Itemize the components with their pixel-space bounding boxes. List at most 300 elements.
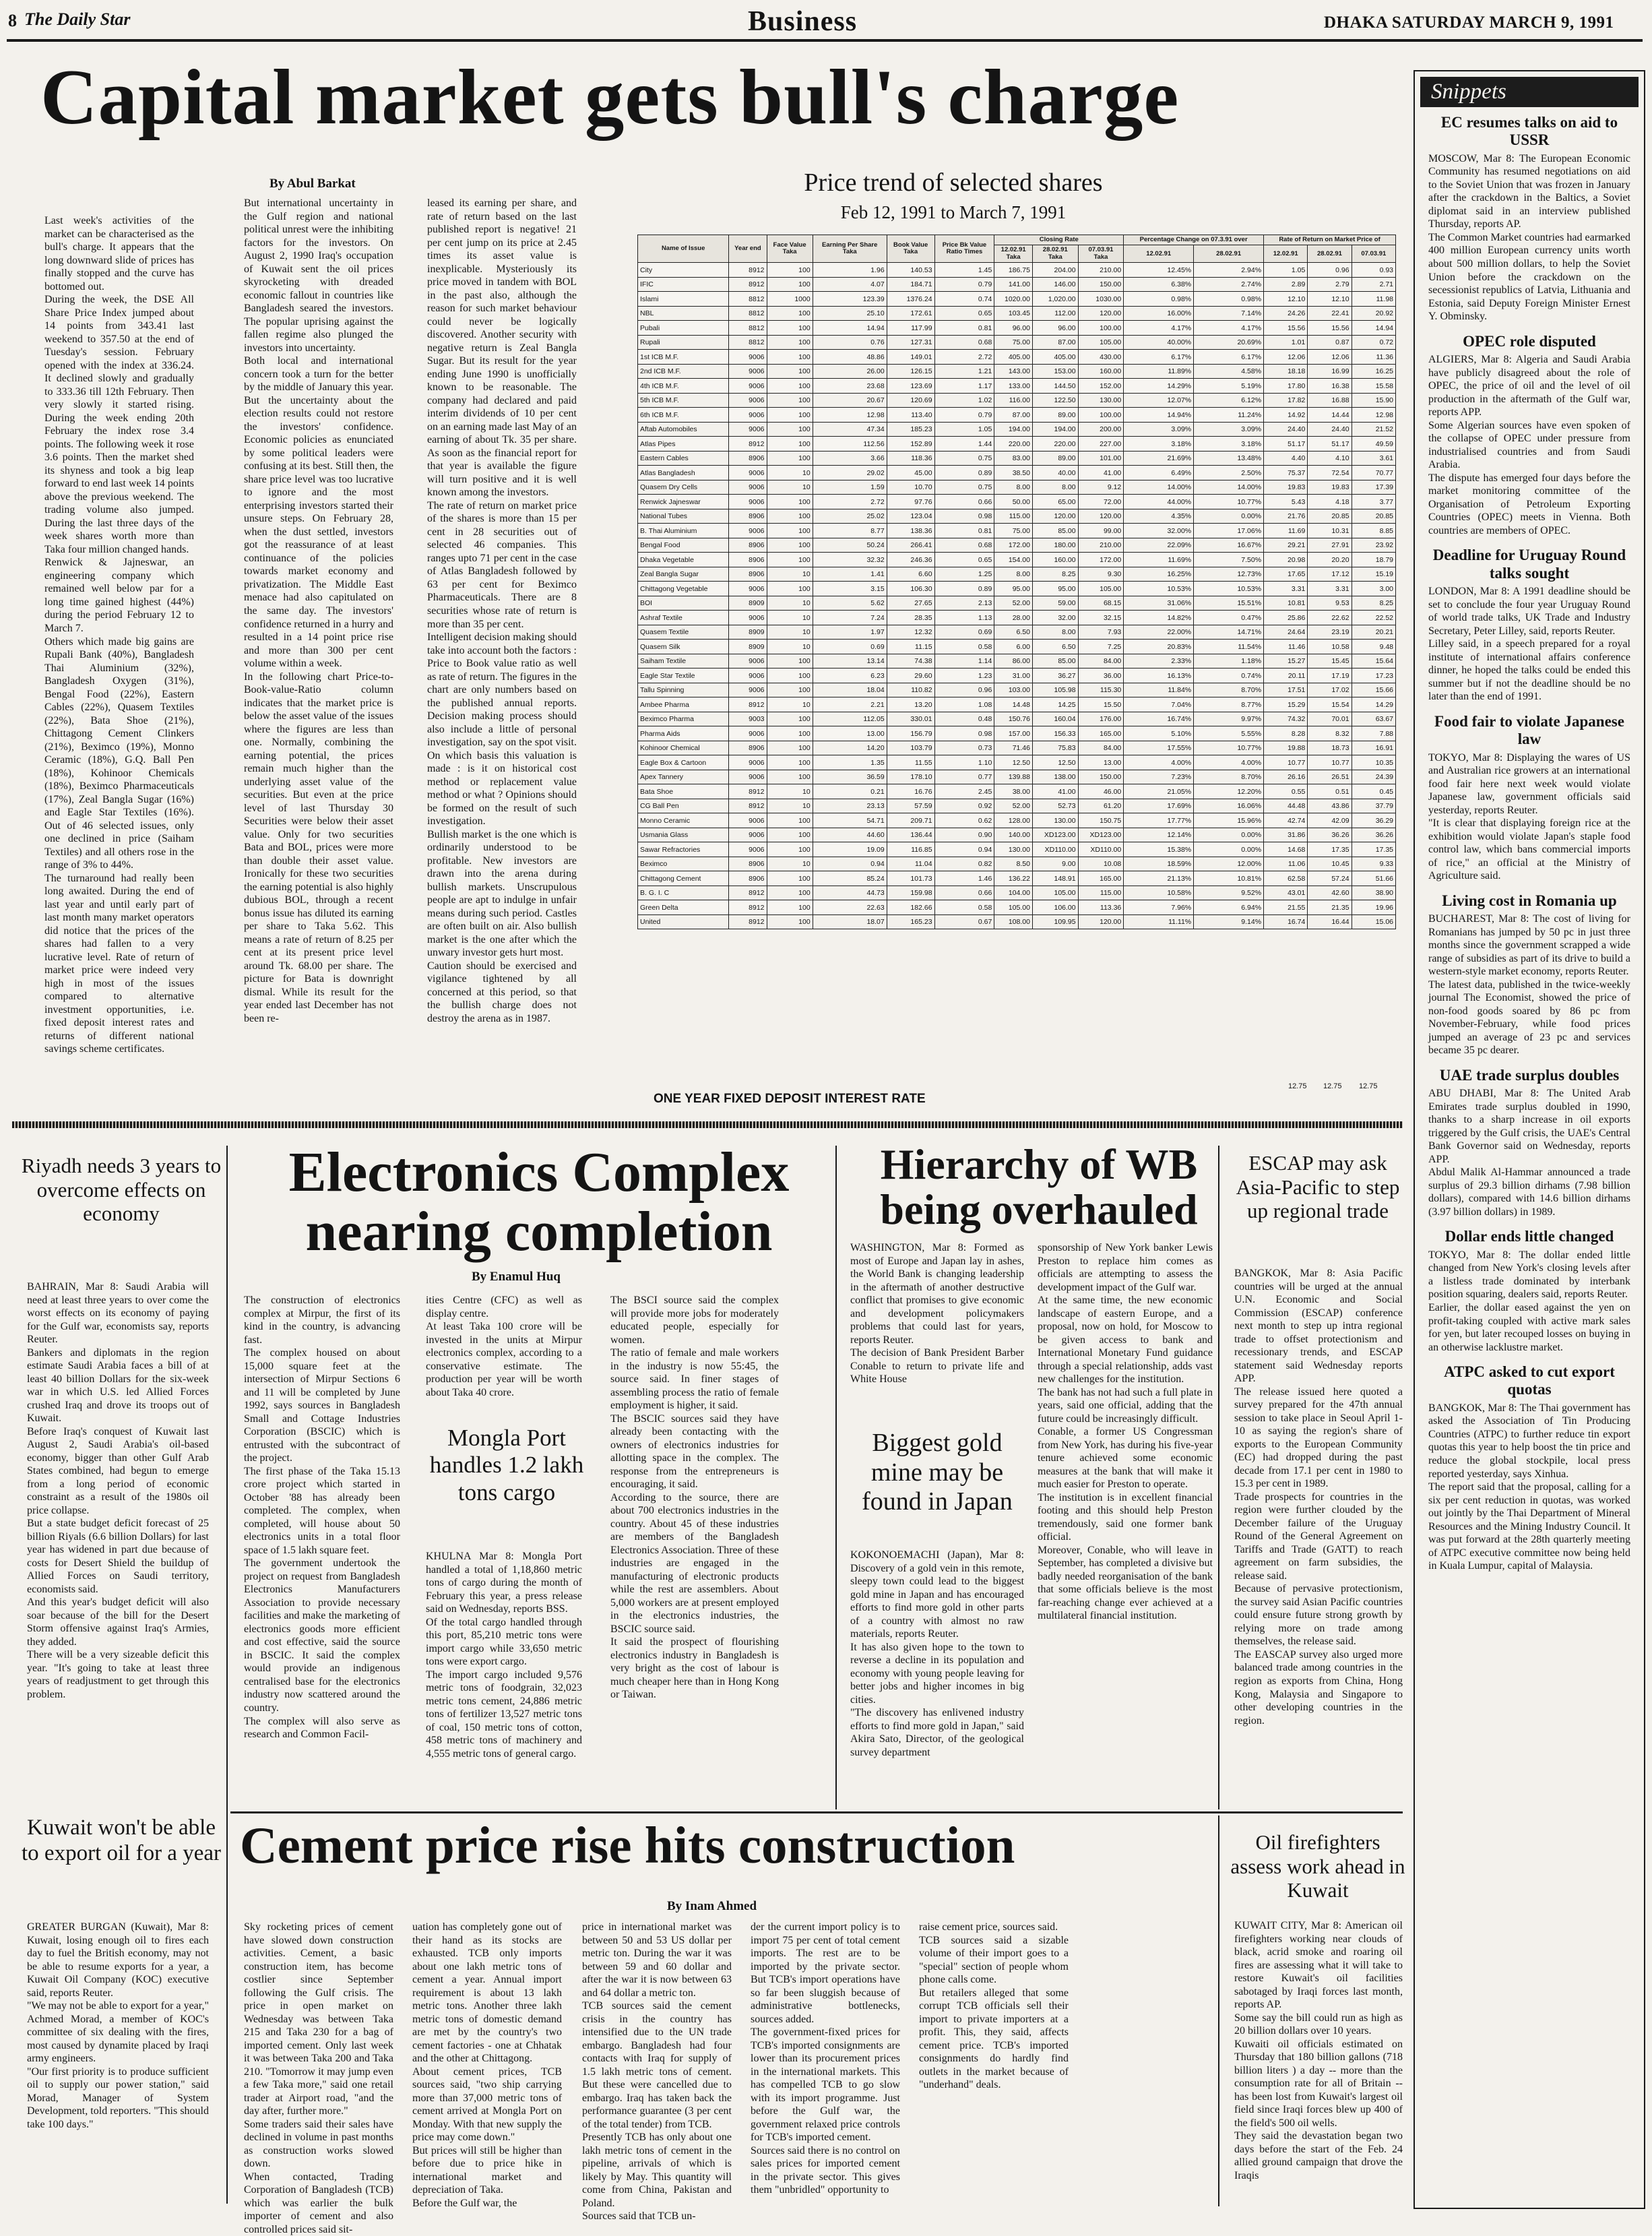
- share-value-cell: 37.79: [1352, 799, 1395, 813]
- share-value-cell: 4.17%: [1124, 321, 1194, 336]
- share-value-cell: 246.36: [887, 553, 934, 567]
- share-row: [638, 886, 1396, 900]
- share-value-cell: 0.76: [813, 335, 887, 350]
- paper-name: The Daily Star: [24, 9, 131, 29]
- share-row: [638, 582, 1396, 596]
- share-value-cell: 9006: [729, 683, 767, 697]
- share-value-cell: 28.35: [887, 611, 934, 625]
- share-name-cell: Apex Tannery: [638, 770, 729, 784]
- share-name-cell: 1st ICB M.F.: [638, 350, 729, 365]
- share-value-cell: 100: [767, 451, 813, 466]
- share-value-cell: 70.01: [1308, 712, 1352, 726]
- share-row: [638, 900, 1396, 915]
- snippet-item: [1428, 1228, 1630, 1354]
- share-value-cell: 6.17%: [1124, 350, 1194, 365]
- share-value-cell: 15.56: [1264, 321, 1308, 336]
- share-value-cell: 156.79: [887, 726, 934, 741]
- snippet-item: [1428, 713, 1630, 883]
- share-value-cell: 65.00: [1032, 495, 1078, 509]
- share-value-cell: 9006: [729, 408, 767, 423]
- share-value-cell: 74.38: [887, 654, 934, 669]
- share-value-cell: 10.53%: [1124, 582, 1194, 596]
- share-row: [638, 350, 1396, 365]
- share-name-cell: Sawar Refractories: [638, 842, 729, 857]
- share-value-cell: 11.24%: [1194, 408, 1264, 423]
- cement-col1: Sky rocketing prices of cement have slowed down construction activities. Cement, a basic construction item, has become costlier since September following the Gulf crisis. The price in open market on Wednesday was between Taka 215 and Taka 230 for a bag of imported cement. Only last week it was between Taka 200 and Taka 210. "Tomorrow it may jump even a few Taka more," said one retail trader at Airport road, "and the day after, further more." Some traders said their sales have declined in volume in past months as construction works slowed down. When contacted, Trading Corporation of Bangladesh (TCB) which was earlier the bulk importer of cement and also controlled prices said sit-: [244, 1921, 393, 2235]
- share-value-cell: 10.58%: [1124, 886, 1194, 900]
- electronics-col2: ities Centre (CFC) as well as display centre. At least Taka 100 crore will be invested in the units at Mirpur electronics complex, according to a conservative estimate. The production per year will be worth about Taka 40 crore.: [426, 1295, 582, 1398]
- share-value-cell: 11.89%: [1124, 364, 1194, 379]
- share-value-cell: 51.66: [1352, 871, 1395, 886]
- share-value-cell: 8812: [729, 321, 767, 336]
- share-value-cell: 8909: [729, 596, 767, 611]
- share-value-cell: 15.19: [1352, 567, 1395, 582]
- col-name-header: Name of Issue: [638, 235, 729, 263]
- share-value-cell: 8.00: [1032, 480, 1078, 495]
- share-row: [638, 596, 1396, 611]
- share-value-cell: 130.00: [1078, 393, 1124, 408]
- share-row: [638, 799, 1396, 813]
- share-value-cell: 17.23: [1352, 669, 1395, 683]
- share-row: [638, 669, 1396, 683]
- share-value-cell: 1.44: [934, 437, 994, 452]
- share-value-cell: 6.50: [994, 625, 1033, 640]
- share-value-cell: 20.11: [1264, 669, 1308, 683]
- share-value-cell: 28.00: [994, 611, 1033, 625]
- share-value-cell: 7.24: [813, 611, 887, 625]
- share-value-cell: 1.01: [1264, 335, 1308, 350]
- share-value-cell: 2.71: [1352, 277, 1395, 292]
- share-value-cell: 9.12: [1078, 480, 1124, 495]
- share-value-cell: 160.00: [1032, 553, 1078, 567]
- share-value-cell: 100: [767, 712, 813, 726]
- share-value-cell: 0.65: [934, 553, 994, 567]
- share-name-cell: Monno Ceramic: [638, 813, 729, 828]
- share-value-cell: 0.93: [1352, 263, 1395, 278]
- snippet-title: ATPC asked to cut export quotas: [1444, 1363, 1615, 1398]
- share-value-cell: 8906: [729, 451, 767, 466]
- share-value-cell: 75.00: [994, 335, 1033, 350]
- share-row: [638, 379, 1396, 394]
- share-value-cell: 0.79: [934, 277, 994, 292]
- chart-subtitle: Feb 12, 1991 to March 7, 1991: [840, 202, 1067, 222]
- share-value-cell: 15.50: [1078, 697, 1124, 712]
- share-value-cell: 136.22: [994, 871, 1033, 886]
- share-value-cell: 36.26: [1308, 828, 1352, 842]
- share-value-cell: 85.24: [813, 871, 887, 886]
- share-value-cell: 165.00: [1078, 726, 1124, 741]
- share-value-cell: 0.62: [934, 813, 994, 828]
- share-value-cell: 172.00: [1078, 553, 1124, 567]
- share-value-cell: 27.65: [887, 596, 934, 611]
- share-value-cell: 13.00: [813, 726, 887, 741]
- share-value-cell: 10: [767, 466, 813, 480]
- share-value-cell: 4.07: [813, 277, 887, 292]
- share-value-cell: 15.64: [1352, 654, 1395, 669]
- share-row: [638, 364, 1396, 379]
- share-value-cell: 44.00%: [1124, 495, 1194, 509]
- share-value-cell: 154.00: [994, 553, 1033, 567]
- share-value-cell: 100: [767, 538, 813, 553]
- share-value-cell: 24.40: [1308, 422, 1352, 437]
- share-value-cell: 0.92: [934, 799, 994, 813]
- share-row: [638, 640, 1396, 654]
- share-value-cell: 21.52: [1352, 422, 1395, 437]
- share-value-cell: 8.00: [994, 567, 1033, 582]
- share-value-cell: 100: [767, 509, 813, 524]
- share-value-cell: 3.31: [1308, 582, 1352, 596]
- share-value-cell: 100: [767, 900, 813, 915]
- share-value-cell: 23.68: [813, 379, 887, 394]
- share-value-cell: 0.69: [813, 640, 887, 654]
- share-row: [638, 625, 1396, 640]
- share-value-cell: 1.25: [934, 567, 994, 582]
- share-row: [638, 480, 1396, 495]
- share-value-cell: 103.79: [887, 741, 934, 755]
- share-value-cell: 17.80: [1264, 379, 1308, 394]
- share-value-cell: 266.41: [887, 538, 934, 553]
- share-name-cell: Atlas Pipes: [638, 437, 729, 452]
- share-value-cell: 123.04: [887, 509, 934, 524]
- share-value-cell: 8.00: [994, 480, 1033, 495]
- share-value-cell: 8912: [729, 886, 767, 900]
- share-value-cell: 9.30: [1078, 567, 1124, 582]
- share-value-cell: 0.98%: [1124, 292, 1194, 307]
- share-value-cell: 6.50: [1032, 640, 1078, 654]
- share-value-cell: 1020.00: [994, 292, 1033, 307]
- share-value-cell: 20.85: [1308, 509, 1352, 524]
- masthead-rule: [7, 39, 1643, 42]
- share-value-cell: 38.90: [1352, 886, 1395, 900]
- share-value-cell: 8912: [729, 799, 767, 813]
- share-value-cell: 36.00: [1078, 669, 1124, 683]
- share-value-cell: 4.00%: [1194, 755, 1264, 770]
- share-value-cell: 8906: [729, 538, 767, 553]
- share-value-cell: 14.48: [994, 697, 1033, 712]
- share-value-cell: 0.94: [813, 857, 887, 871]
- share-value-cell: 0.66: [934, 495, 994, 509]
- share-name-cell: Eagle Box & Cartoon: [638, 755, 729, 770]
- snippet-title: EC resumes talks on aid to USSR: [1440, 114, 1618, 149]
- share-row: [638, 393, 1396, 408]
- share-value-cell: 17.55%: [1124, 741, 1194, 755]
- col-r3-header: 07.03.91: [1352, 245, 1395, 263]
- share-value-cell: 7.14%: [1194, 306, 1264, 321]
- share-value-cell: 32.32: [813, 553, 887, 567]
- share-value-cell: 10: [767, 480, 813, 495]
- share-value-cell: 0.74: [934, 292, 994, 307]
- share-value-cell: 2.72: [813, 495, 887, 509]
- cement-col2: uation has completely gone out of their hand as its stocks are exhausted. TCB only imports about one lakh metric tons of cement a year. Annual import requirement is about 13 lakh metric tons. Another three lakh metric tons of domestic demand are met by the country's two cement factories - one at Chhatak and the other at Chittagong. About cement prices, TCB sources said, "two ship carrying more than 37,000 metric tons of cement arrived at Mongla Port on Monday. With that new supply the price may come down." But prices will still be higher than before due to price hike in international market and depreciation of Taka. Before the Gulf war, the: [412, 1921, 562, 2209]
- share-value-cell: 123.69: [887, 379, 934, 394]
- share-table-body: [638, 263, 1396, 929]
- share-value-cell: 4.00%: [1124, 755, 1194, 770]
- share-value-cell: 100: [767, 379, 813, 394]
- share-value-cell: 10: [767, 784, 813, 799]
- share-value-cell: 8.77%: [1194, 697, 1264, 712]
- share-value-cell: 83.00: [994, 451, 1033, 466]
- share-value-cell: 10.58: [1308, 640, 1352, 654]
- share-row: [638, 321, 1396, 336]
- share-value-cell: 128.00: [994, 813, 1033, 828]
- share-value-cell: 6.60: [887, 567, 934, 582]
- share-name-cell: Ashraf Textile: [638, 611, 729, 625]
- share-value-cell: 130.00: [994, 842, 1033, 857]
- share-value-cell: 130.00: [1032, 813, 1078, 828]
- share-value-cell: 48.86: [813, 350, 887, 365]
- share-value-cell: 104.00: [994, 886, 1033, 900]
- share-name-cell: Zeal Bangla Sugar: [638, 567, 729, 582]
- lower-block-rule: [230, 1811, 1403, 1813]
- share-value-cell: 1376.24: [887, 292, 934, 307]
- share-value-cell: 156.33: [1032, 726, 1078, 741]
- share-value-cell: 8.77: [813, 524, 887, 538]
- share-value-cell: 1.96: [813, 263, 887, 278]
- share-value-cell: 12.45%: [1124, 263, 1194, 278]
- share-value-cell: 25.02: [813, 509, 887, 524]
- oilfire-body: KUWAIT CITY, Mar 8: American oil firefighters working near clouds of black, acrid smoke and roaring oil fires are assessing what it will take to restore Kuwait's oil facilities sabotaged by Iraqi forces last month, reports AP. Some say the bill could run as high as 20 billion dollars over 10 years. Kuwaiti oil officials estimated on Thursday that 180 billion gallons (718 billion liters ) a day -- more than the consumption rate for all of Britain -- has been lost from Kuwait's largest oil field since Iraqi forces blew up 400 of the field's 500 oil wells. They said the devastation began two days before the start of the Feb. 24 allied ground campaign that drove the Iraqis: [1234, 1920, 1403, 2181]
- share-value-cell: 1.17: [934, 379, 994, 394]
- share-value-cell: 17.69%: [1124, 799, 1194, 813]
- share-value-cell: 146.00: [1032, 277, 1078, 292]
- dateline: DHAKA SATURDAY MARCH 9, 1991: [1324, 13, 1614, 32]
- share-value-cell: 17.35: [1308, 842, 1352, 857]
- share-value-cell: 12.00%: [1194, 857, 1264, 871]
- share-value-cell: 120.00: [1078, 306, 1124, 321]
- share-name-cell: Eagle Star Textile: [638, 669, 729, 683]
- share-value-cell: 1.05: [934, 422, 994, 437]
- share-value-cell: 10.08: [1078, 857, 1124, 871]
- col-ror-header: Rate of Return on Market Price of: [1264, 235, 1396, 245]
- share-value-cell: 26.00: [813, 364, 887, 379]
- share-value-cell: 42.60: [1308, 886, 1352, 900]
- share-value-cell: 18.04: [813, 683, 887, 697]
- share-row: [638, 567, 1396, 582]
- share-value-cell: 51.17: [1264, 437, 1308, 452]
- share-value-cell: 8912: [729, 784, 767, 799]
- share-value-cell: 3.00: [1352, 582, 1395, 596]
- share-value-cell: 26.16: [1264, 770, 1308, 784]
- share-value-cell: 10: [767, 697, 813, 712]
- share-value-cell: 8.25: [1032, 567, 1078, 582]
- share-value-cell: 14.92: [1264, 408, 1308, 423]
- share-value-cell: 165.23: [887, 914, 934, 929]
- col-eps-header: Earning Per Share Taka: [813, 235, 887, 263]
- share-value-cell: 11.69%: [1124, 553, 1194, 567]
- share-value-cell: 10: [767, 625, 813, 640]
- share-value-cell: 12.32: [887, 625, 934, 640]
- share-value-cell: 1.97: [813, 625, 887, 640]
- share-value-cell: 40.00%: [1124, 335, 1194, 350]
- share-name-cell: NBL: [638, 306, 729, 321]
- share-value-cell: 103.00: [994, 683, 1033, 697]
- share-value-cell: 220.00: [994, 437, 1033, 452]
- share-value-cell: 180.00: [1032, 538, 1078, 553]
- col-pct-header: Percentage Change on 07.3.91 over: [1124, 235, 1264, 245]
- share-value-cell: 0.21: [813, 784, 887, 799]
- snippet-body: TOKYO, Mar 8: The dollar ended little changed from New York's closing levels after a listless trade dominated by interbank position squaring, dealers said, reports Reuter. Earlier, the dollar eased against the yen on profit-taking coupled with active mark sales for yen, but later recouped losses on buying in an otherwise lacklustre market.: [1428, 1249, 1630, 1353]
- share-value-cell: 115.00: [994, 509, 1033, 524]
- share-value-cell: 32.15: [1078, 611, 1124, 625]
- share-value-cell: 22.52: [1352, 611, 1395, 625]
- share-value-cell: 18.59%: [1124, 857, 1194, 871]
- share-value-cell: 63.67: [1352, 712, 1395, 726]
- share-value-cell: 29.60: [887, 669, 934, 683]
- share-value-cell: 10: [767, 596, 813, 611]
- main-story-col3: leased its earning per share, and rate of return based on the last published report is negative! 21 per cent jump on its price at 2.45 times its asset value is inexplicable. Mysteriously its price moved in tandem with BOL in the past also, although the reason for such market behaviour could never be logically discovered. Another security with negative return is Zeal Bangla Sugar. But its result for the year ending June 1990 is unofficially known to be reasonable. The company had declared and paid interim dividends of 10 per cent on an earning made last May of an earning of about Tk. 35 per share. As soon as the financial report for that year is available the figure will turn positive and it is well known among the investors. The rate of return on market price of the shares is more than 15 per cent in 28 securities out of selected 46 companies. This ranges upto 71 per cent in the case of Atlas Bangladesh followed by 63 per cent for Beximco Pharmaceuticals. There are 8 securities whose rate of return is more than 35 per cent. Intelligent decision making should take into account both the factors : Price to Book value ratio as well as rate of return. The figures in the chart are only numbers based on the published annual reports. Decision making process should also include a little of personal investigation, say on the spot visit. On which basis this valuation is made : is it on historical cost method or replacement value method or what ? Opinions should be formed on the result of such investigation. Bullish market is the one which is ordinarily understood to be profitable. New investors are drawn into the arena during bullish markets. Unscrupulous people are apt to indulge in unfair means during such period. Castles are often built on air. Also bullish market is the one after which the unwary investor gets hurt most. Caution should be exercised and vigilance tightened by all concerned at this period, so that the bullish charge does not destroy the arena as in 1987.: [427, 197, 577, 1024]
- chart-title: Price trend of selected shares: [804, 168, 1103, 197]
- share-value-cell: 41.00: [1078, 466, 1124, 480]
- share-value-cell: 12.20%: [1194, 784, 1264, 799]
- share-name-cell: CG Ball Pen: [638, 799, 729, 813]
- share-name-cell: Quasem Silk: [638, 640, 729, 654]
- share-value-cell: 105.98: [1032, 683, 1078, 697]
- share-value-cell: 9006: [729, 379, 767, 394]
- share-value-cell: 110.82: [887, 683, 934, 697]
- share-value-cell: 44.73: [813, 886, 887, 900]
- share-value-cell: 100: [767, 755, 813, 770]
- share-value-cell: 95.00: [1032, 582, 1078, 596]
- share-value-cell: 194.00: [994, 422, 1033, 437]
- share-value-cell: 3.61: [1352, 451, 1395, 466]
- share-value-cell: 0.48: [934, 712, 994, 726]
- share-name-cell: Dhaka Vegetable: [638, 553, 729, 567]
- share-value-cell: 1.08: [934, 697, 994, 712]
- share-value-cell: 4.58%: [1194, 364, 1264, 379]
- share-value-cell: 16.38: [1308, 379, 1352, 394]
- share-table: [637, 235, 1396, 929]
- share-value-cell: 8912: [729, 437, 767, 452]
- share-name-cell: Tallu Spinning: [638, 683, 729, 697]
- share-value-cell: 68.15: [1078, 596, 1124, 611]
- share-value-cell: 59.00: [1032, 596, 1078, 611]
- share-value-cell: 112.00: [1032, 306, 1078, 321]
- snippet-item: [1428, 547, 1630, 704]
- mongla-headline: Mongla Port handles 1.2 lakh tons cargo: [429, 1425, 584, 1505]
- share-value-cell: 36.26: [1352, 828, 1395, 842]
- share-name-cell: 6th ICB M.F.: [638, 408, 729, 423]
- share-value-cell: 52.00: [994, 799, 1033, 813]
- share-value-cell: 0.00%: [1194, 509, 1264, 524]
- share-value-cell: 105.00: [1032, 886, 1078, 900]
- share-value-cell: 16.76: [887, 784, 934, 799]
- share-value-cell: 0.81: [934, 321, 994, 336]
- share-value-cell: 172.00: [994, 538, 1033, 553]
- share-value-cell: 84.00: [1078, 654, 1124, 669]
- share-value-cell: 160.04: [1032, 712, 1078, 726]
- share-value-cell: 8.50: [994, 857, 1033, 871]
- share-value-cell: 100: [767, 321, 813, 336]
- share-value-cell: 74.32: [1264, 712, 1308, 726]
- share-name-cell: Quasem Dry Cells: [638, 480, 729, 495]
- share-row: [638, 263, 1396, 278]
- wb-col1: WASHINGTON, Mar 8: Formed as most of Europe and Japan lay in ashes, the World Bank is changing leadership in the aftermath of another destructive conflict that promises to give economic and development policymakers problems that could last for years, reports Reuter. The decision of Bank President Barber Conable to return to private life and White House: [850, 1242, 1024, 1386]
- share-value-cell: 10.77: [1264, 755, 1308, 770]
- fd-rate-label: ONE YEAR FIXED DEPOSIT INTEREST RATE: [654, 1092, 926, 1106]
- share-value-cell: 113.40: [887, 408, 934, 423]
- share-row: [638, 914, 1396, 929]
- share-value-cell: 8812: [729, 292, 767, 307]
- share-value-cell: 12.73%: [1194, 567, 1264, 582]
- col-book-header: Book Value Taka: [887, 235, 934, 263]
- share-value-cell: 72.00: [1078, 495, 1124, 509]
- share-value-cell: 227.00: [1078, 437, 1124, 452]
- share-value-cell: 120.00: [1078, 914, 1124, 929]
- share-value-cell: 0.96: [934, 683, 994, 697]
- share-name-cell: Chittagong Cement: [638, 871, 729, 886]
- share-value-cell: 138.00: [1032, 770, 1078, 784]
- share-value-cell: 21.35: [1308, 900, 1352, 915]
- share-value-cell: 8.70%: [1194, 770, 1264, 784]
- share-value-cell: 42.74: [1264, 813, 1308, 828]
- share-row: [638, 524, 1396, 538]
- share-value-cell: 15.66: [1352, 683, 1395, 697]
- share-row: [638, 726, 1396, 741]
- share-value-cell: 99.00: [1078, 524, 1124, 538]
- top-block-rule: [12, 1121, 1403, 1128]
- share-value-cell: 13.00: [1078, 755, 1124, 770]
- share-value-cell: 43.86: [1308, 799, 1352, 813]
- kuwait-body: GREATER BURGAN (Kuwait), Mar 8: Kuwait, losing enough oil to fires each day to fuel the British economy, may not be able to resume exports for a year, a Kuwait Oil Company (KOC) executive said, reports Reuter. "We may not be able to export for a year," Achmed Morad, a member of KOC's committee of six dealing with the fires, most caused by dynamite placed by Iraqi army engineers. "Our first priority is to produce sufficient oil to supply our power station," said Morad, Manager of System Development, told reporters. "This should take 100 days.": [27, 1921, 209, 2130]
- share-value-cell: 0.98: [934, 509, 994, 524]
- share-value-cell: 24.64: [1264, 625, 1308, 640]
- share-value-cell: 172.61: [887, 306, 934, 321]
- share-value-cell: 123.39: [813, 292, 887, 307]
- share-value-cell: 17.82: [1264, 393, 1308, 408]
- share-value-cell: 57.59: [887, 799, 934, 813]
- share-value-cell: 10: [767, 857, 813, 871]
- share-value-cell: 149.01: [887, 350, 934, 365]
- share-name-cell: United: [638, 914, 729, 929]
- share-row: [638, 813, 1396, 828]
- share-value-cell: 9006: [729, 828, 767, 842]
- share-value-cell: 9006: [729, 350, 767, 365]
- share-value-cell: 100: [767, 582, 813, 596]
- share-value-cell: 89.00: [1032, 451, 1078, 466]
- share-value-cell: 100: [767, 741, 813, 755]
- snippet-item: [1428, 1363, 1630, 1573]
- cement-col4: der the current import policy is to import 75 per cent of total cement imports. The rest are to be imported by the private sector. But TCB's import operations have so far been sluggish because of administrative bottlenecks, sources added. The government-fixed prices for TCB's imported consignments are lower than its procurement prices in the international markets. This has compelled TCB to go slow with its import programme. Just before the Gulf war, the government relaxed price controls for TCB's imported cement. Sources said there is no control on sales prices for imported cement in the private sector. This gives them "unbridled" opportunity to: [751, 1921, 900, 2196]
- riyadh-divider: [226, 1146, 228, 2204]
- share-value-cell: 109.95: [1032, 914, 1078, 929]
- share-value-cell: 8912: [729, 900, 767, 915]
- share-value-cell: 9006: [729, 466, 767, 480]
- share-value-cell: 106.30: [887, 582, 934, 596]
- electronics-headline: Electronics Complex nearing completion: [288, 1141, 790, 1264]
- share-value-cell: 100: [767, 495, 813, 509]
- share-value-cell: 120.69: [887, 393, 934, 408]
- snippets-box: [1413, 70, 1645, 2209]
- snippet-title: OPEC role disputed: [1463, 332, 1596, 350]
- share-value-cell: 13.14: [813, 654, 887, 669]
- share-value-cell: 2.79: [1308, 277, 1352, 292]
- share-value-cell: XD110.00: [1078, 842, 1124, 857]
- share-value-cell: 23.92: [1352, 538, 1395, 553]
- share-name-cell: 4th ICB M.F.: [638, 379, 729, 394]
- share-value-cell: 2.94%: [1194, 263, 1264, 278]
- share-value-cell: 150.75: [1078, 813, 1124, 828]
- share-name-cell: Quasem Textile: [638, 625, 729, 640]
- share-value-cell: 10: [767, 799, 813, 813]
- share-value-cell: 10: [767, 640, 813, 654]
- share-value-cell: 14.25: [1032, 697, 1078, 712]
- share-value-cell: 13.48%: [1194, 451, 1264, 466]
- share-value-cell: 9.33: [1352, 857, 1395, 871]
- share-value-cell: 9006: [729, 654, 767, 669]
- snippet-title: Dollar ends little changed: [1444, 1228, 1614, 1245]
- share-value-cell: 15.45: [1308, 654, 1352, 669]
- share-value-cell: 20.67: [813, 393, 887, 408]
